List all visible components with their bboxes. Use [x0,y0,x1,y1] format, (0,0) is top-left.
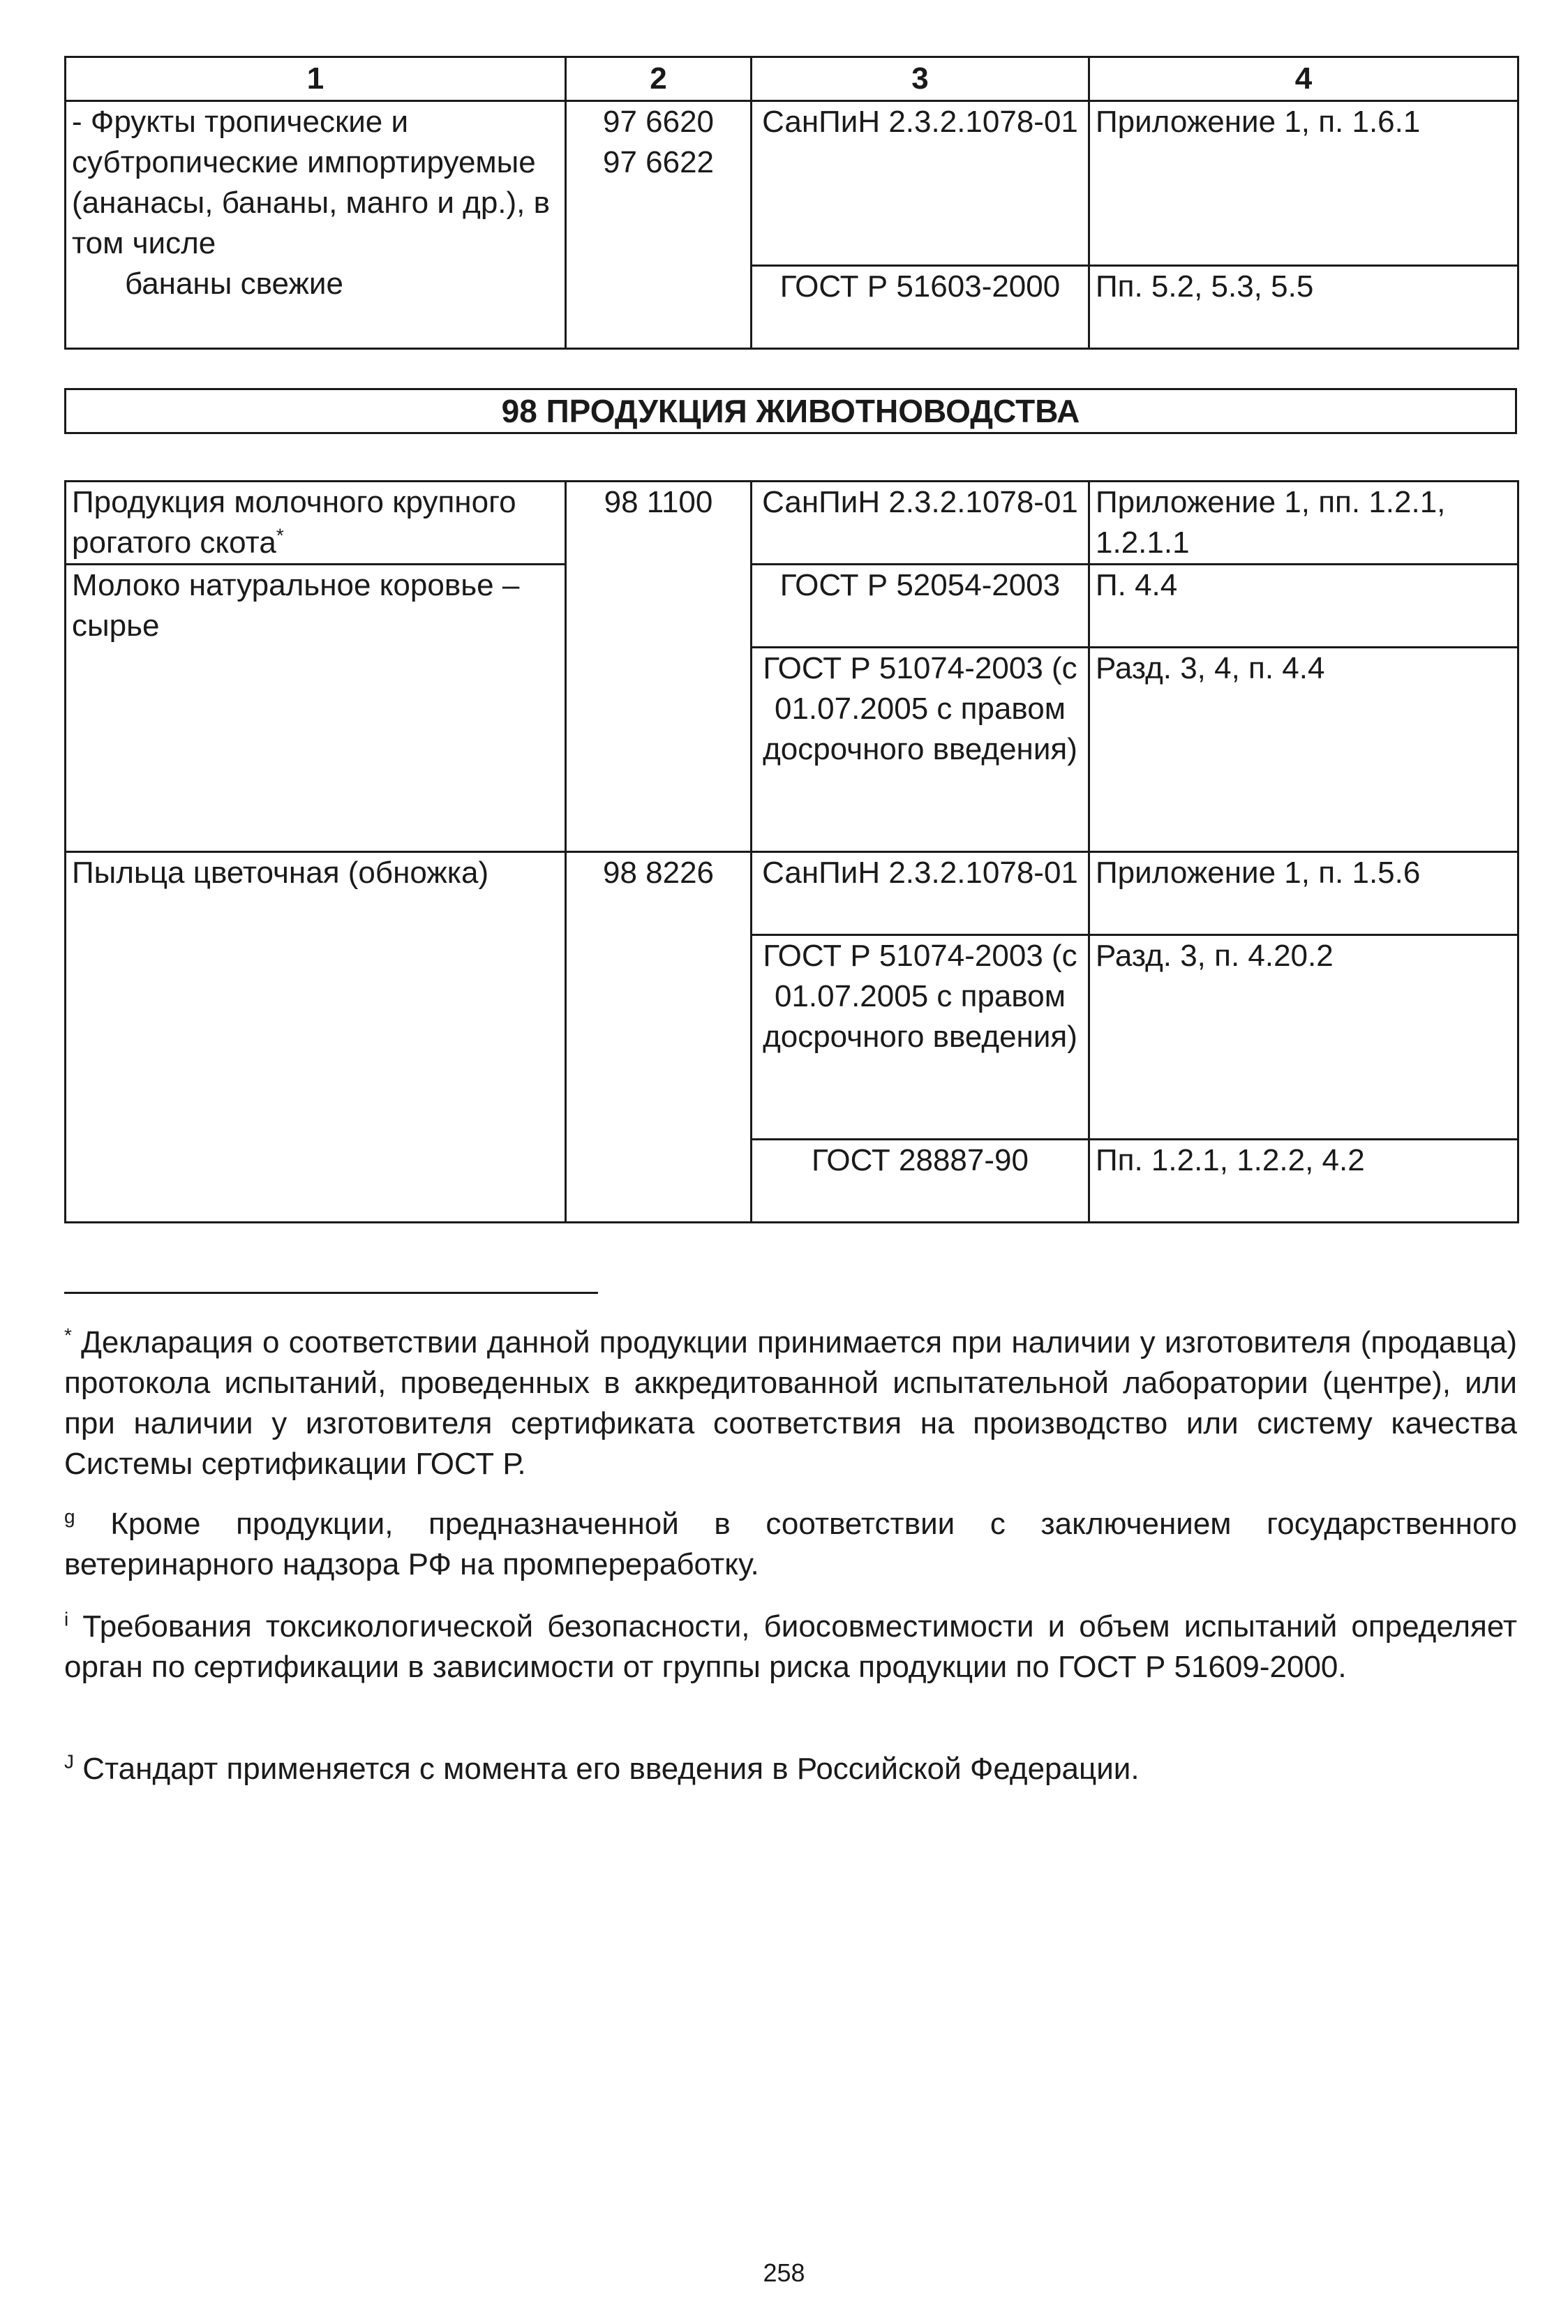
clause-cell: Пп. 5.2, 5.3, 5.5 [1089,265,1518,348]
footnote-mark: * [276,524,284,546]
footnote-text: Декларация о соответствии данной продукции принимается при наличии у изготовителя (продавца) протокола испытаний, проведенных в аккредитованной испытательной лаборатории (центре), или при наличии у изготовителя сертификата соответствия на производство или систему качества Системы сертификации ГОСТ Р. [64,1325,1517,1481]
footnote-mark: g [64,1505,75,1528]
doc-cell: ГОСТ 28887-90 [752,1140,1089,1223]
footnote-mark: i [64,1608,69,1630]
doc-cell: СанПиН 2.3.2.1078-01 [752,482,1089,565]
footnote-mark: * [64,1324,72,1346]
footnote [64,1749,1517,1789]
footnote [64,1607,1517,1688]
product-cell [66,482,566,565]
column-header: 2 [566,57,752,101]
table-row [66,852,1518,935]
product-table-1 [64,56,1519,350]
clause-cell: Приложение 1, пп. 1.2.1, 1.2.1.1 [1089,482,1518,565]
clause-cell: П. 4.4 [1089,565,1518,648]
column-header: 4 [1089,57,1518,101]
product-cell: Пыльца цветочная (обножка) [66,852,566,1223]
footnote [64,1323,1517,1484]
table-row [66,101,1518,266]
footnote-divider [64,1292,598,1294]
clause-cell: Пп. 1.2.1, 1.2.2, 4.2 [1089,1140,1518,1223]
product-code: 97 6622 [602,145,715,179]
product-subname: бананы свежие [125,267,343,301]
footnote-mark: J [64,1750,74,1773]
footnote [64,1504,1517,1585]
page-number: 258 [763,2258,805,2287]
table-row [66,482,1518,565]
doc-cell: ГОСТ Р 51603-2000 [752,265,1089,348]
section-title: 98 ПРОДУКЦИЯ ЖИВОТНОВОДСТВА [64,388,1517,434]
clause-cell: Разд. 3, п. 4.20.2 [1089,935,1518,1140]
doc-cell: ГОСТ Р 51074-2003 (с 01.07.2005 с правом досрочного введения) [752,648,1089,852]
footnote-text: Кроме продукции, предназначенной в соответствии с заключением государственного ветеринарного надзора РФ на промпереработку. [64,1507,1517,1581]
clause-cell: Разд. 3, 4, п. 4.4 [1089,648,1518,852]
code-cell [566,101,752,349]
column-header: 3 [752,57,1089,101]
doc-cell: СанПиН 2.3.2.1078-01 [752,101,1089,266]
footnote-text: Стандарт применяется с момента его введения в Российской Федерации. [82,1752,1140,1786]
product-name: - Фрукты тропические и субтропические импортируемые (ананасы, бананы, манго и др.), в том числе [72,105,550,260]
column-header: 1 [66,57,566,101]
product-name: Продукция молочного крупного рогатого скота [72,485,516,560]
doc-cell: ГОСТ Р 52054-2003 [752,565,1089,648]
product-cell [66,101,566,349]
footnote-text: Требования токсикологической безопасности, биосовместимости и объем испытаний определяет орган по сертификации в зависимости от группы риска продукции по ГОСТ Р 51609-2000. [64,1609,1517,1684]
product-table-2 [64,480,1519,1223]
product-cell: Молоко натуральное коровье – сырье [66,565,566,852]
doc-cell: ГОСТ Р 51074-2003 (с 01.07.2005 с правом досрочного введения) [752,935,1089,1140]
clause-cell: Приложение 1, п. 1.5.6 [1089,852,1518,935]
product-code: 98 8226 [566,852,752,1223]
table-row [66,565,1518,648]
doc-cell: СанПиН 2.3.2.1078-01 [752,852,1089,935]
clause-cell: Приложение 1, п. 1.6.1 [1089,101,1518,266]
table-header-row [66,57,1518,101]
product-code: 97 6620 [602,105,715,139]
product-code: 98 1100 [566,482,752,852]
